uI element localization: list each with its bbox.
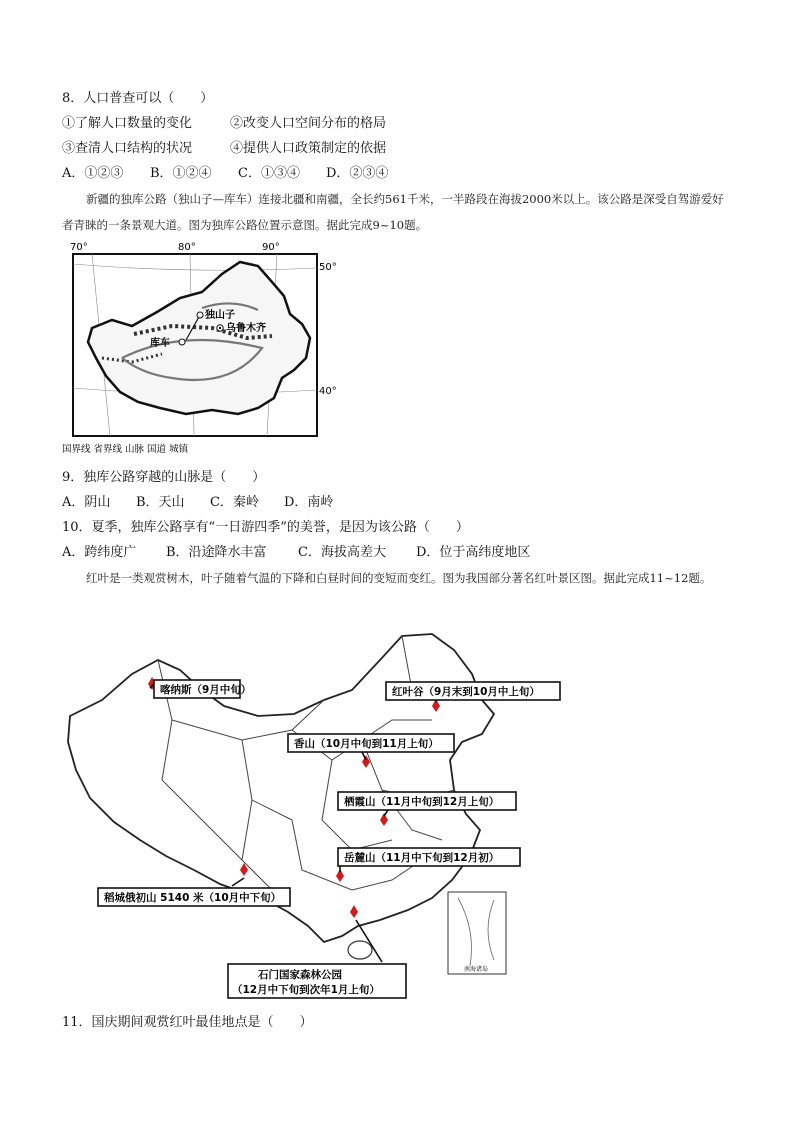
option-d[interactable]: D．②③④ <box>326 166 389 181</box>
dukuroad-location-map <box>62 238 337 460</box>
label-hongyegu: 红叶谷（9月末到10月中上旬） <box>392 686 540 698</box>
question-8-statements-row-1 <box>62 115 386 133</box>
city-kuqa: 库车 <box>150 338 170 349</box>
passage-dukuroad: 新疆的独库公路（独山子—库车）连接北疆和南疆，全长约561千米，一半路段在海拔2000米以上。该公路是深受自驾游爱好者青睐的一条景观大道。图为独库公路位置示意图。据此完成9~10题。 <box>62 192 724 232</box>
option-c[interactable]: C．海拔高差大 <box>298 545 386 560</box>
label-shimen: 石门国家森林公园 <box>258 969 342 981</box>
label-kanas: 喀纳斯（9月中旬） <box>160 684 252 696</box>
map-legend: 国界线 省界线 山脉 国道 城镇 <box>62 444 189 455</box>
option-d[interactable]: D．南岭 <box>284 495 334 510</box>
question-10-stem: 10．夏季，独库公路享有“一日游四季”的美誉，是因为该公路（ ） <box>62 520 469 535</box>
question-8-statements-row-2 <box>62 140 386 158</box>
question-8-stem: 8．人口普查可以（ ） <box>62 91 214 106</box>
question-8-options <box>62 165 388 183</box>
option-b[interactable]: B．沿途降水丰富 <box>166 545 267 560</box>
label-daocheng: 稻城俄初山 5140 米（10月中下旬） <box>104 892 282 904</box>
option-a[interactable]: A．跨纬度广 <box>62 545 137 560</box>
lat-label-50: 50° <box>319 262 337 273</box>
hainan-island <box>348 941 372 959</box>
option-b[interactable]: B．①②④ <box>150 166 212 181</box>
statement-2: ②改变人口空间分布的格局 <box>230 116 387 131</box>
question-9-stem: 9．独库公路穿越的山脉是（ ） <box>62 470 266 485</box>
option-a[interactable]: A．阴山 <box>62 495 111 510</box>
option-a[interactable]: A．①②③ <box>62 166 124 181</box>
city-urumqi: 乌鲁木齐 <box>226 323 266 334</box>
question-11-stem: 11．国庆期间观赏红叶最佳地点是（ ） <box>62 1015 313 1030</box>
label-xiangshan: 香山（10月中旬到11月上旬） <box>294 738 439 750</box>
statement-4: ④提供人口政策制定的依据 <box>230 141 387 156</box>
question-10-options <box>62 544 530 562</box>
city-dushanzi: 独山子 <box>205 310 235 321</box>
label-qixiashan: 栖霞山（11月中旬到12月上旬） <box>344 796 500 808</box>
label-yuelushan: 岳麓山（11月中下旬到12月初） <box>344 852 500 864</box>
option-d[interactable]: D．位于高纬度地区 <box>416 545 531 560</box>
option-b[interactable]: B．天山 <box>136 495 185 510</box>
lon-label-80: 80° <box>178 242 196 253</box>
south-china-sea-inset <box>448 892 506 974</box>
question-9-options <box>62 494 333 512</box>
city-dushanzi-marker <box>197 312 203 318</box>
option-c[interactable]: C．秦岭 <box>210 495 259 510</box>
lon-label-70: 70° <box>70 242 88 253</box>
option-c[interactable]: C．①③④ <box>238 166 300 181</box>
passage-red-leaves: 红叶是一类观赏树木，叶子随着气温的下降和白昼时间的变短而变红。图为我国部分著名红叶景区图。据此完成11~12题。 <box>86 571 712 585</box>
lat-label-40: 40° <box>319 386 337 397</box>
city-kuqa-marker <box>179 339 185 345</box>
red-leaf-scenic-map <box>62 630 572 1000</box>
inset-label: 南海诸岛 <box>464 966 489 973</box>
statement-3: ③查清人口结构的状况 <box>62 141 193 156</box>
lon-label-90: 90° <box>262 242 280 253</box>
label-shimen-period: （12月中下旬到次年1月上旬） <box>232 984 380 996</box>
statement-1: ①了解人口数量的变化 <box>62 116 193 131</box>
